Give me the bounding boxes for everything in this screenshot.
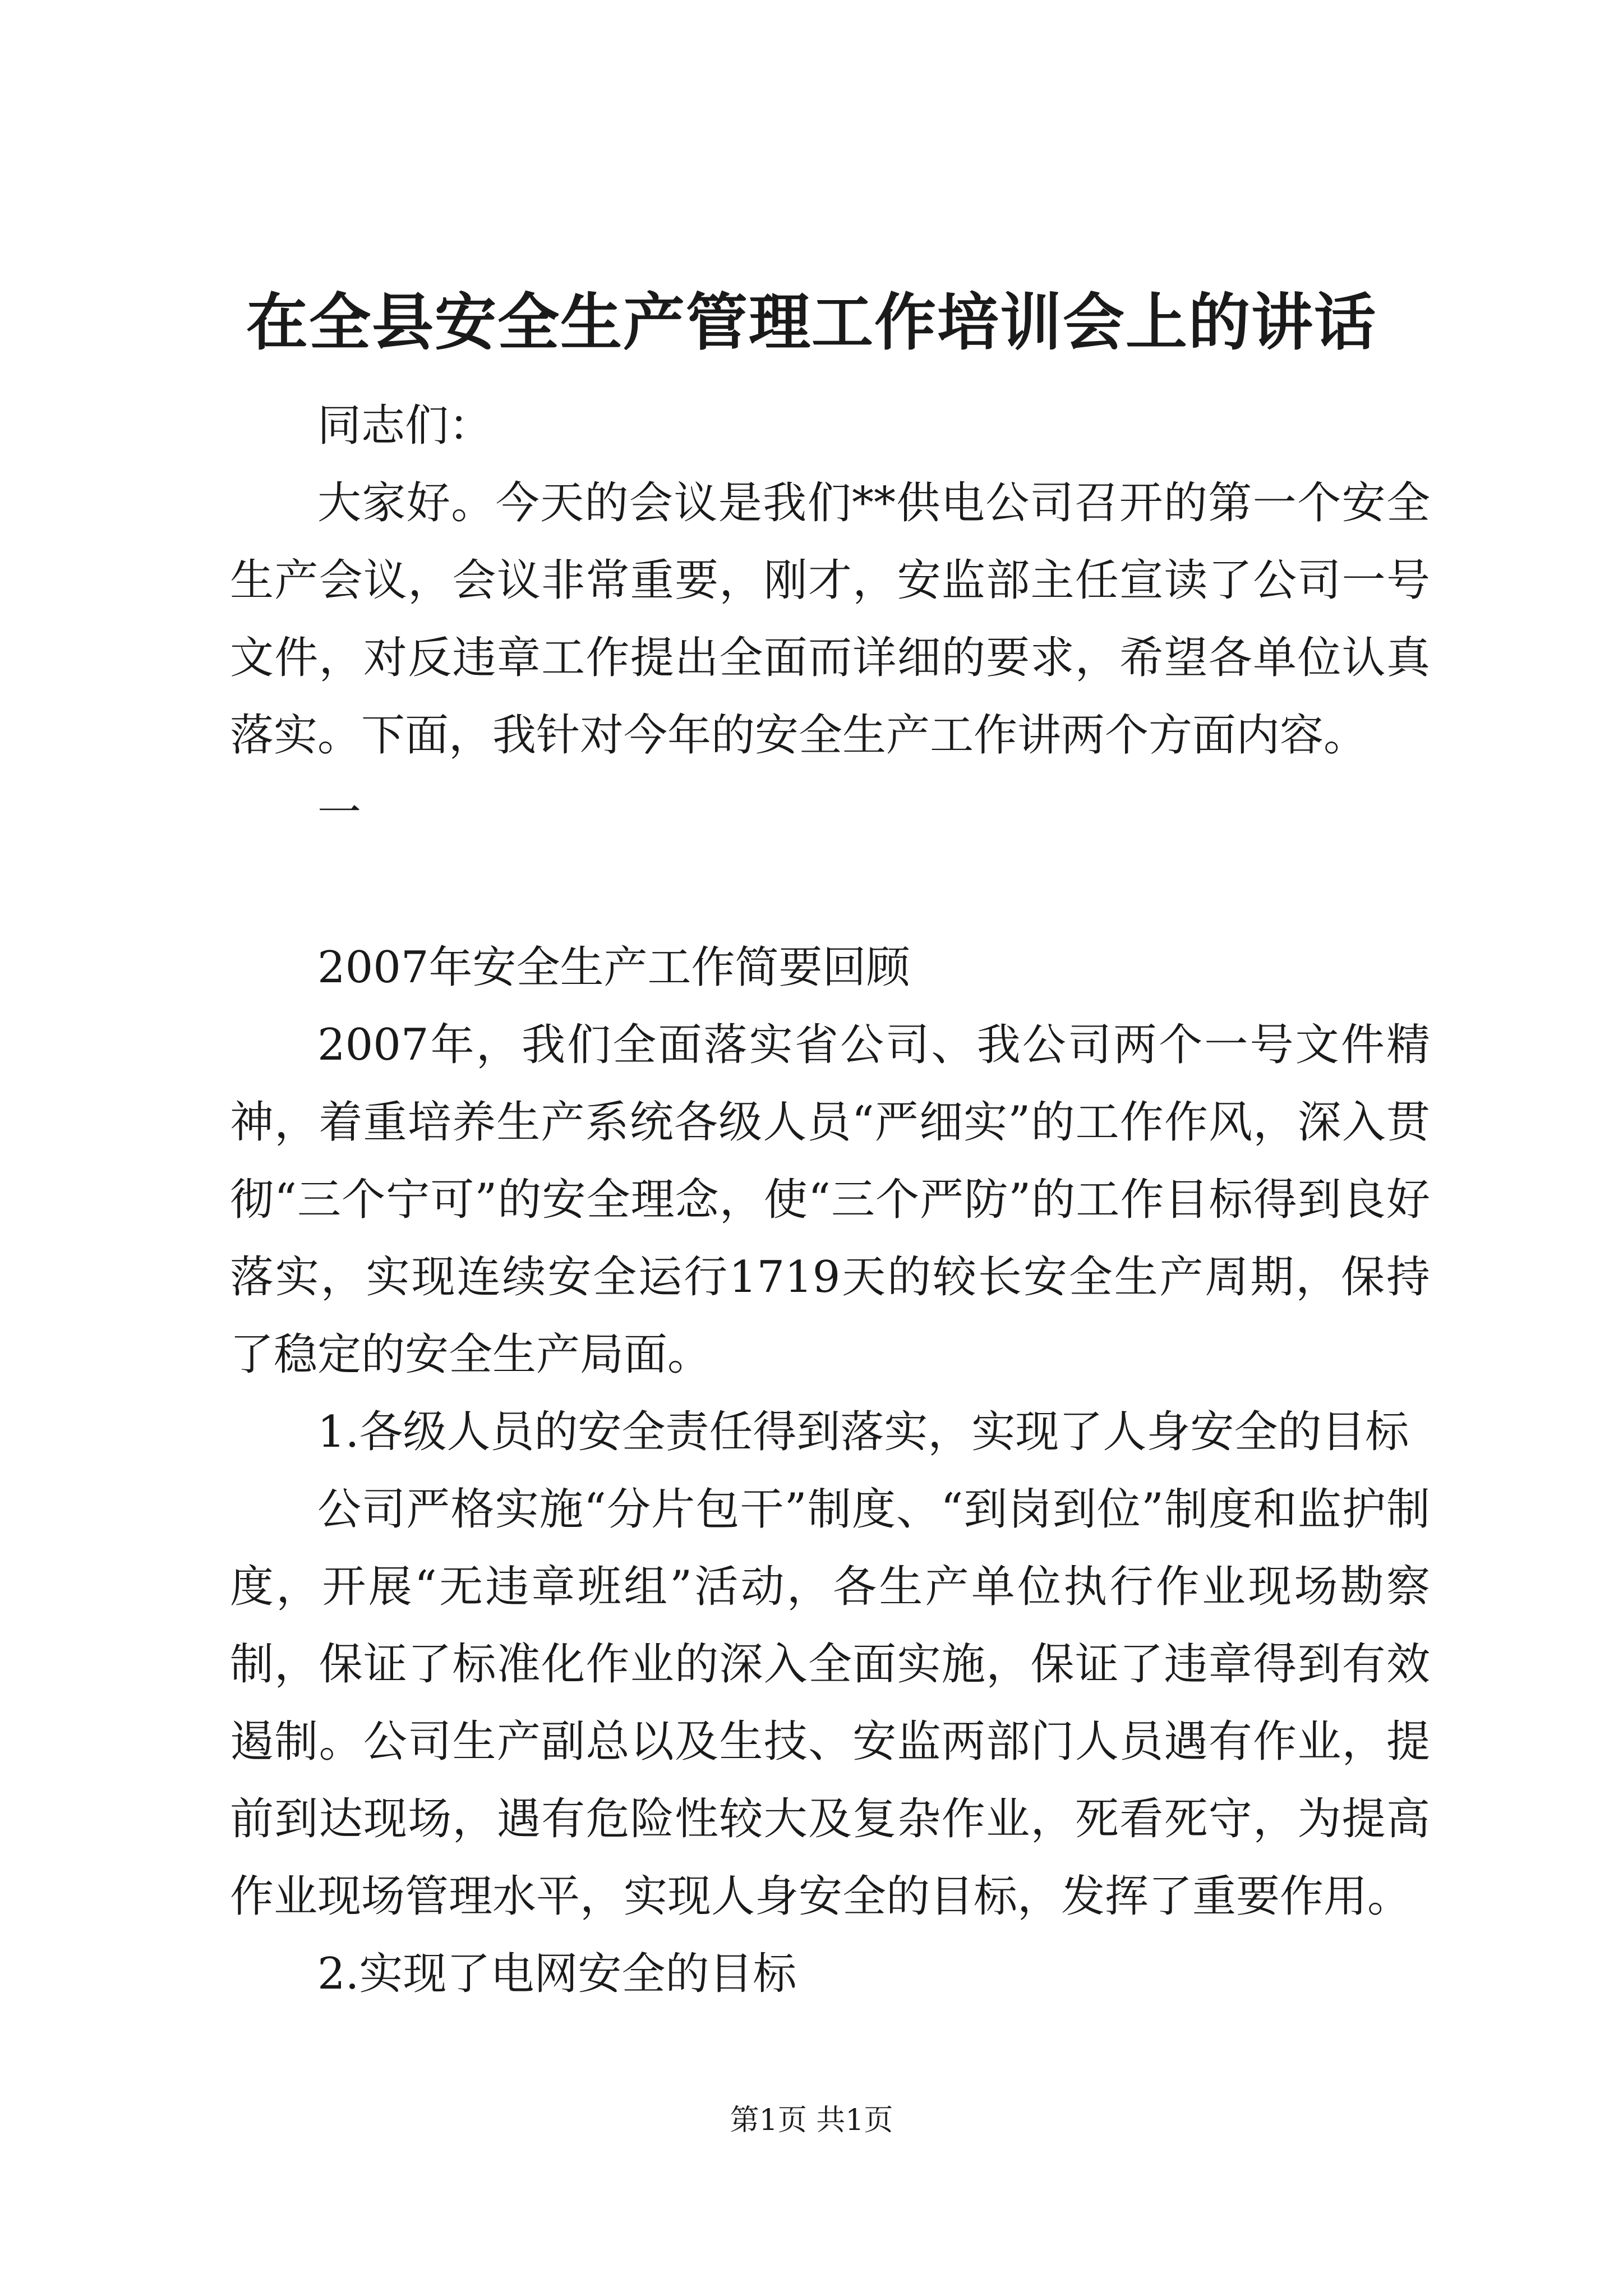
paragraph-spacer	[230, 852, 1430, 929]
document-body	[230, 387, 1430, 2013]
section-heading: 2007年安全生产工作简要回顾	[317, 942, 910, 993]
page-footer: 第1页 共1页	[730, 2104, 893, 2137]
body-paragraph: 公司严格实施“分片包干”制度、“到岗到位”制度和监护制度，开展“无违章班组”活动，各生产单位执行作业现场勘察制，保证了标准化作业的深入全面实施，保证了违章得到有效遏制。公司生产副总以及生技、安监两部门人员遇有作业，提前到达现场，遇有危险性较大及复杂作业，死看死守，为提高作业现场管理水平，实现人身安全的目标，发挥了重要作用。	[230, 1484, 1430, 1922]
body-paragraph: 2007年，我们全面落实省公司、我公司两个一号文件精神，着重培养生产系统各级人员“严细实”的工作作风，深入贯彻“三个宁可”的安全理念，使“三个严防”的工作目标得到良好落实，实现连续安全运行1719天的较长安全生产周期，保持了稳定的安全生产局面。	[230, 1020, 1430, 1380]
body-paragraph: 大家好。今天的会议是我们**供电公司召开的第一个安全生产会议，会议非常重要，刚才，安监部主任宣读了公司一号文件，对反违章工作提出全面而详细的要求，希望各单位认真落实。下面，我针对今年的安全生产工作讲两个方面内容。	[230, 478, 1430, 761]
subsection-heading: 1.各级人员的安全责任得到落实，实现了人身安全的目标	[317, 1407, 1409, 1457]
document-title: 在全县安全生产管理工作培训会上的讲话	[246, 286, 1377, 358]
section-number: 一	[317, 788, 362, 838]
subsection-heading: 2.实现了电网安全的目标	[317, 1949, 797, 1999]
greeting-paragraph: 同志们：	[317, 401, 493, 451]
